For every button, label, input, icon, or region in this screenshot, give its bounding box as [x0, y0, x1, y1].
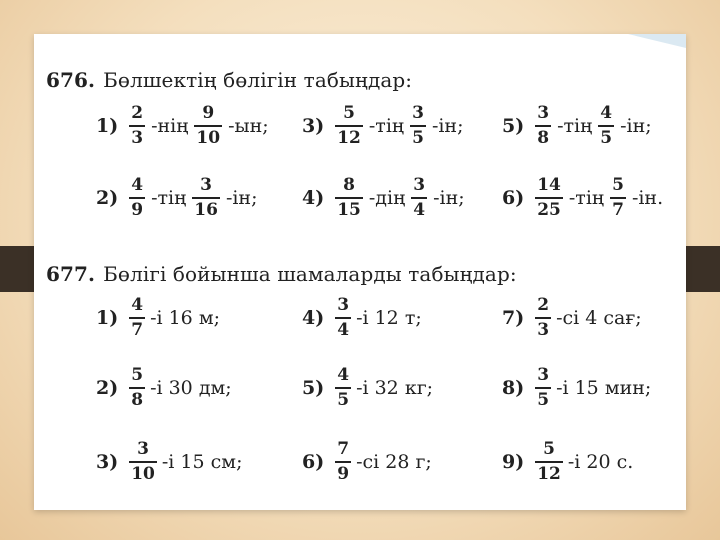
denominator: 9	[131, 199, 144, 220]
item-number: 6)	[502, 186, 525, 209]
denominator: 12	[337, 127, 361, 148]
denominator: 5	[600, 127, 613, 148]
numerator: 9	[202, 103, 215, 123]
item-number: 9)	[502, 450, 525, 473]
item-number: 1)	[96, 306, 119, 329]
numerator: 2	[537, 295, 550, 315]
denominator: 4	[337, 319, 350, 340]
ex676-item-5	[502, 104, 655, 148]
ex677-item-4	[302, 296, 422, 340]
ex677-item-7	[502, 296, 642, 340]
fraction	[335, 296, 351, 340]
ex677-item-5	[302, 366, 433, 410]
fraction	[192, 176, 220, 220]
exercise-676-heading	[46, 68, 412, 92]
denominator: 3	[131, 127, 144, 148]
item-number: 6)	[302, 450, 325, 473]
numerator: 3	[412, 103, 424, 123]
exercise-676-title: Бөлшектің бөлігін табыңдар:	[103, 68, 413, 92]
denominator: 10	[196, 127, 221, 148]
suffix: -ін;	[620, 114, 652, 137]
denominator: 8	[537, 127, 550, 148]
denominator: 5	[537, 389, 550, 410]
suffix: -ін.	[631, 186, 664, 209]
ex677-item-6	[302, 440, 432, 484]
numerator: 5	[343, 103, 355, 123]
numerator: 3	[537, 103, 550, 123]
suffix: -тің	[368, 114, 405, 137]
numerator: 3	[137, 439, 149, 459]
suffix: -дің	[368, 186, 406, 209]
fraction	[129, 366, 145, 410]
numerator: 7	[337, 439, 350, 459]
item-number: 4)	[302, 186, 325, 209]
fraction	[129, 176, 145, 220]
textbook-page	[34, 34, 686, 510]
fraction	[535, 296, 551, 340]
fraction	[598, 104, 614, 148]
numerator: 14	[537, 175, 561, 195]
ex676-item-2	[96, 176, 261, 220]
quantity-text: -і 32 кг;	[356, 376, 434, 399]
exercise-677-title: Бөлігі бойынша шамаларды табыңдар:	[103, 262, 517, 286]
denominator: 25	[537, 199, 561, 220]
fraction	[610, 176, 626, 220]
suffix: -тің	[568, 186, 605, 209]
numerator: 5	[131, 365, 144, 385]
quantity-text: -сі 28 г;	[356, 450, 432, 473]
ex677-item-9	[502, 440, 633, 484]
ex676-item-3	[302, 104, 467, 148]
item-number: 3)	[302, 114, 325, 137]
item-number: 5)	[302, 376, 325, 399]
fraction	[129, 104, 145, 148]
fraction	[129, 296, 145, 340]
item-number: 7)	[502, 306, 525, 329]
denominator: 10	[131, 463, 155, 484]
numerator: 4	[131, 175, 144, 195]
denominator: 15	[337, 199, 361, 220]
quantity-text: -і 16 м;	[150, 306, 220, 329]
fraction	[535, 440, 563, 484]
quantity-text: -і 30 дм;	[150, 376, 232, 399]
numerator: 4	[337, 365, 350, 385]
numerator: 4	[600, 103, 613, 123]
numerator: 3	[200, 175, 213, 195]
numerator: 4	[131, 295, 144, 315]
numerator: 8	[343, 175, 355, 195]
fraction	[535, 176, 563, 220]
item-number: 1)	[96, 114, 119, 137]
exercise-677-number: 677.	[46, 262, 96, 286]
exercise-677-heading	[46, 262, 517, 286]
quantity-text: -і 15 мин;	[556, 376, 652, 399]
item-number: 2)	[96, 186, 119, 209]
fraction	[535, 366, 551, 410]
denominator: 5	[337, 389, 350, 410]
quantity-text: -і 20 с.	[567, 450, 634, 473]
fraction	[335, 176, 363, 220]
fraction	[335, 440, 351, 484]
ex676-item-4	[302, 176, 468, 220]
exercise-676-number: 676.	[46, 68, 96, 92]
suffix: -ін;	[433, 186, 465, 209]
fraction	[535, 104, 551, 148]
denominator: 16	[194, 199, 218, 220]
denominator: 9	[337, 463, 350, 484]
fraction	[129, 440, 157, 484]
numerator: 5	[543, 439, 555, 459]
numerator: 5	[612, 175, 624, 195]
fraction	[335, 104, 363, 148]
item-number: 4)	[302, 306, 325, 329]
ex677-item-1	[96, 296, 220, 340]
fraction	[411, 176, 427, 220]
denominator: 7	[131, 319, 144, 340]
suffix: -нің	[151, 114, 189, 137]
numerator: 3	[413, 175, 426, 195]
numerator: 3	[337, 295, 350, 315]
quantity-text: -сі 4 сағ;	[556, 306, 642, 329]
denominator: 4	[413, 199, 426, 220]
suffix: -тің	[557, 114, 593, 137]
item-number: 2)	[96, 376, 119, 399]
page-corner-decoration	[628, 34, 686, 48]
ex676-item-1	[96, 104, 272, 148]
ex677-item-2	[96, 366, 232, 410]
ex676-item-6	[502, 176, 666, 220]
denominator: 8	[131, 389, 144, 410]
ex677-item-3	[96, 440, 242, 484]
ex677-item-8	[502, 366, 651, 410]
fraction	[194, 104, 222, 148]
item-number: 5)	[502, 114, 525, 137]
numerator: 2	[131, 103, 144, 123]
item-number: 8)	[502, 376, 525, 399]
fraction	[410, 104, 426, 148]
fraction	[335, 366, 351, 410]
quantity-text: -і 12 т;	[356, 306, 422, 329]
suffix: -тің	[151, 186, 187, 209]
denominator: 5	[412, 127, 424, 148]
quantity-text: -і 15 см;	[161, 450, 243, 473]
denominator: 12	[537, 463, 561, 484]
denominator: 3	[537, 319, 550, 340]
denominator: 7	[612, 199, 624, 220]
item-number: 3)	[96, 450, 119, 473]
suffix: -ін;	[225, 186, 258, 209]
suffix: -ын;	[228, 114, 269, 137]
suffix: -ін;	[431, 114, 464, 137]
numerator: 3	[537, 365, 550, 385]
